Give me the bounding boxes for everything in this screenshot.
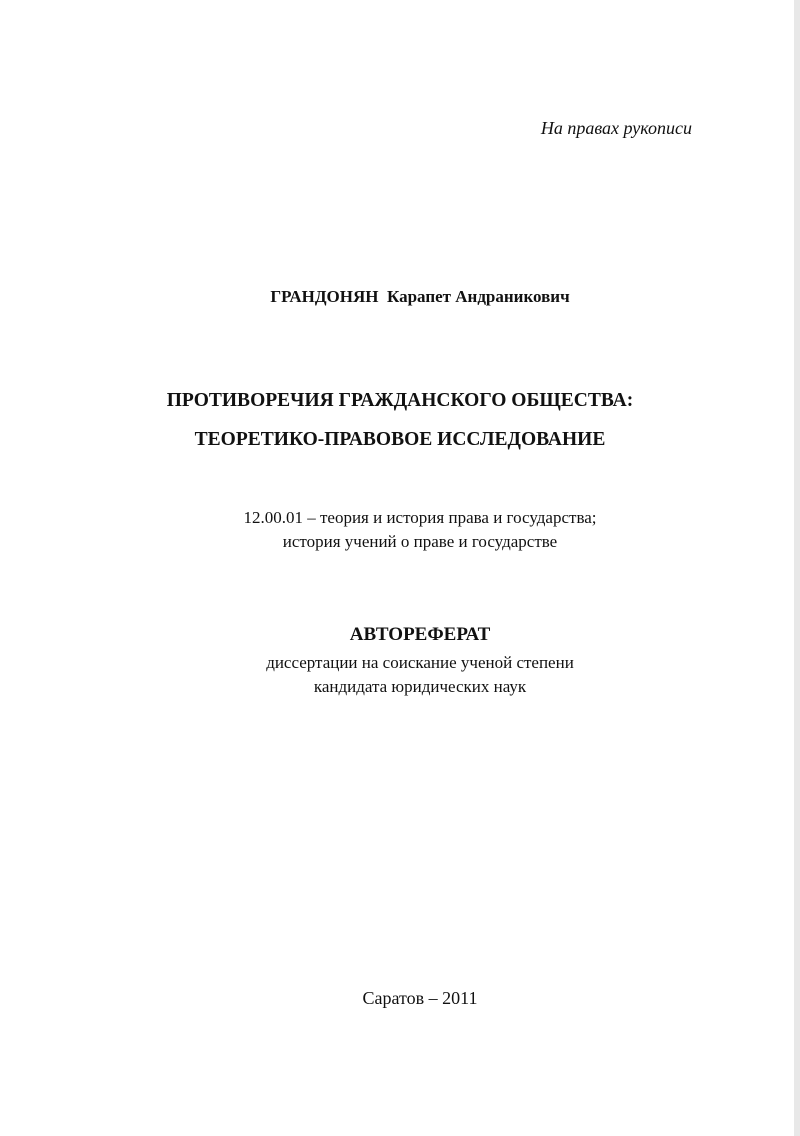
specialty [0,506,800,554]
title-line: ПРОТИВОРЕЧИЯ ГРАЖДАНСКОГО ОБЩЕСТВА: [166,390,634,411]
dissertation-line: кандидата юридических наук [313,677,527,696]
place-and-year: Саратов – 2011 [362,988,478,1008]
title-line: ТЕОРЕТИКО-ПРАВОВОЕ ИССЛЕДОВАНИЕ [194,429,606,450]
specialty-line: 12.00.01 – теория и история права и государства; [243,508,597,527]
manuscript-note: На правах рукописи [540,118,692,138]
thesis-title [0,381,800,459]
scan-edge [794,0,800,1136]
author-name: ГРАНДОНЯН Карапет Андраникович [270,287,570,306]
dissertation-line: диссертации на соискание ученой степени [266,653,574,672]
dissertation-description [0,651,800,699]
document-type: АВТОРЕФЕРАТ [349,624,491,645]
specialty-line: история учений о праве и государстве [282,532,558,551]
